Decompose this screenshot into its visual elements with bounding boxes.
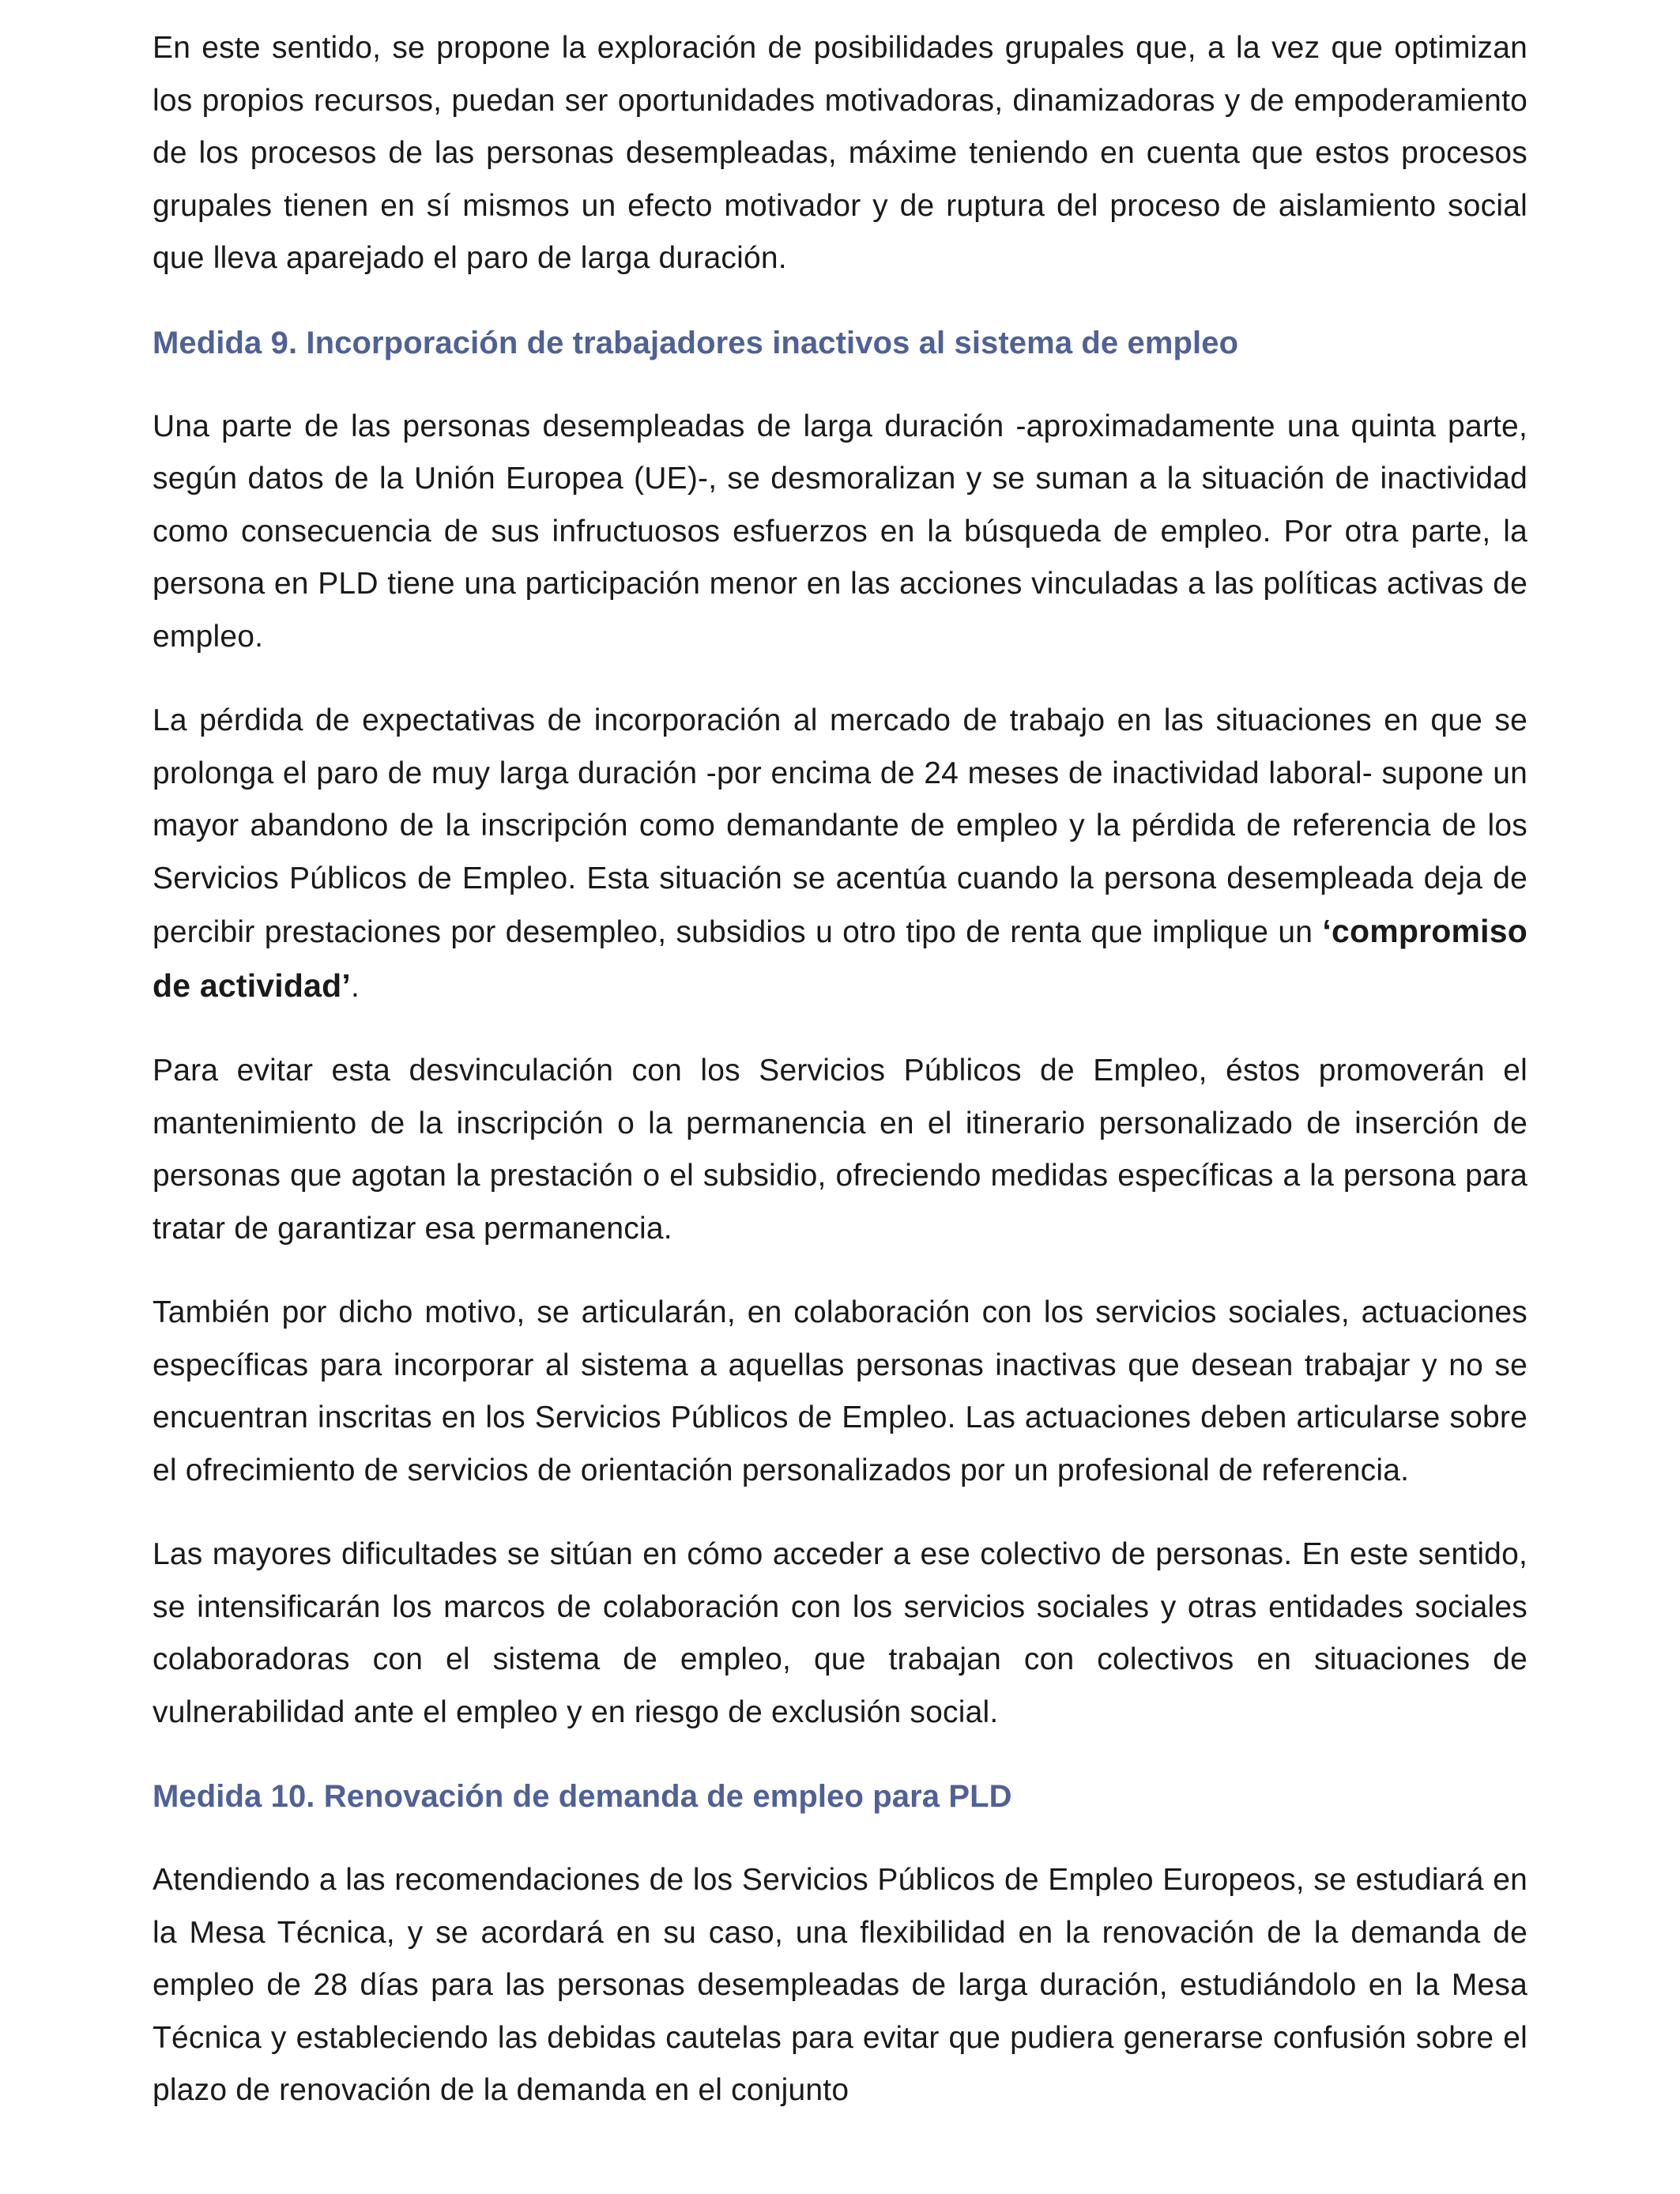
document-page: [153, 22, 1527, 2117]
paragraph-medida-9-5: Las mayores dificultades se sitúan en cómo acceder a ese colectivo de personas. En este sentido, se intensificarán los marcos de colaboración con los servicios sociales y otras entidades sociales colaboradoras con el sistema de empleo, que trabajan con colectivos en situaciones de vulnerabilidad ante el empleo y en riesgo de exclusión social.: [153, 1537, 1527, 1729]
paragraph-medida-10-1: Atendiendo a las recomendaciones de los Servicios Públicos de Empleo Europeos, se estudiará en la Mesa Técnica, y se acordará en su caso, una flexibilidad en la renovación de la demanda de empleo de 28 días para las personas desempleadas de larga duración, estudiándolo en la Mesa Técnica y estableciendo las debidas cautelas para evitar que pudiera generarse confusión sobre el plazo de renovación de la demanda en el conjunto: [153, 1863, 1527, 2107]
paragraph-medida-9-2-end: .: [350, 969, 360, 1004]
paragraph-medida-9-1: Una parte de las personas desempleadas de larga duración -aproximadamente una quinta parte, según datos de la Unión Europea (UE)-, se desmoralizan y se suman a la situación de inactividad como consecuencia de sus infructuosos esfuerzos en la búsqueda de empleo. Por otra parte, la persona en PLD tiene una participación menor en las acciones vinculadas a las políticas activas de empleo.: [153, 409, 1527, 654]
heading-medida-9: Medida 9. Incorporación de trabajadores inactivos al sistema de empleo: [153, 325, 1239, 360]
paragraph-intro: En este sentido, se propone la exploración de posibilidades grupales que, a la vez que optimizan los propios recursos, puedan ser oportunidades motivadoras, dinamizadoras y de empoderamiento de los procesos de las personas desempleadas, máxime teniendo en cuenta que estos procesos grupales tienen en sí mismos un efecto motivador y de ruptura del proceso de aislamiento social que lleva aparejado el paro de larga duración.: [153, 31, 1527, 275]
compromiso-actividad-bold: ‘compromiso de actividad’: [153, 913, 1527, 1004]
paragraph-medida-9-2-text: La pérdida de expectativas de incorporación al mercado de trabajo en las situaciones en que se prolonga el paro de muy larga duración -por encima de 24 meses de inactividad laboral- supone un mayor abandono de la inscripción como demandante de empleo y la pérdida de referencia de los Servicios Públicos de Empleo. Esta situación se acentúa cuando la persona desempleada deja de percibir prestaciones por desempleo, subsidios u otro tipo de renta que implique un: [153, 703, 1527, 949]
paragraph-medida-9-4: También por dicho motivo, se articularán, en colaboración con los servicios sociales, actuaciones específicas para incorporar al sistema a aquellas personas inactivas que desean trabajar y no se encuentran inscritas en los Servicios Públicos de Empleo. Las actuaciones deben articularse sobre el ofrecimiento de servicios de orientación personalizados por un profesional de referencia.: [153, 1295, 1527, 1487]
heading-medida-10: Medida 10. Renovación de demanda de empleo para PLD: [153, 1779, 1012, 1814]
paragraph-medida-9-2: [153, 695, 1527, 1013]
paragraph-medida-9-3: Para evitar esta desvinculación con los Servicios Públicos de Empleo, éstos promoverán el mantenimiento de la inscripción o la permanencia en el itinerario personalizado de inserción de personas que agotan la prestación o el subsidio, ofreciendo medidas específicas a la persona para tratar de garantizar esa permanencia.: [153, 1054, 1527, 1246]
